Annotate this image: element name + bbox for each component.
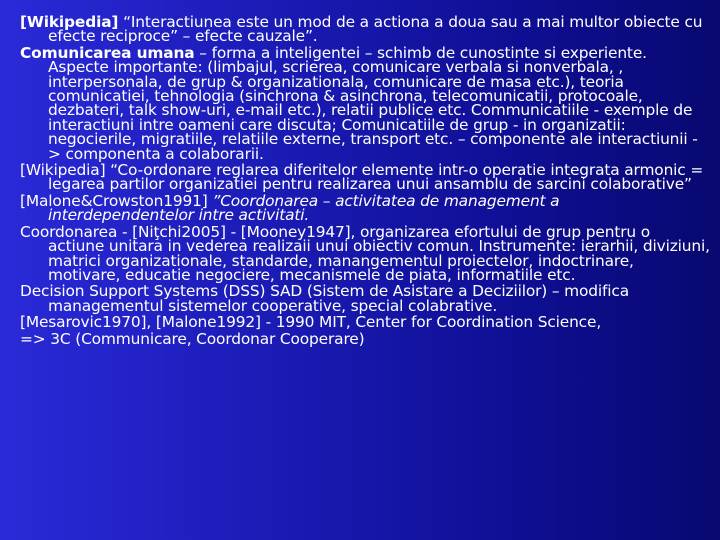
interaction-definition: “Interactiunea este un mod de a actiona a doua sau a mai multor obiecte cu efecte reciproce” – efecte cauzale”. [48, 13, 703, 46]
paragraph-malone-crowston [20, 191, 710, 225]
coordination-definition: ”Coordonarea – activitatea de management a interdependentelor intre activitati. [48, 191, 560, 225]
citation-malone-crowston: [Malone&Crowston1991] [20, 191, 213, 210]
paragraph-wikipedia-coordination: [Wikipedia] “Co-ordonare reglarea diferitelor elemente intr-o operatie integrata armonic = legarea partilor organizatiei pentru realizarea unui ansamblu de sarcini colaborative” [20, 161, 704, 194]
paragraph-3c: => 3C (Communicare, Coordonar Cooperare) [20, 329, 365, 348]
paragraph-human-communication [20, 43, 710, 163]
paragraph-wikipedia-interaction [20, 15, 710, 44]
paragraph-dss: Decision Support Systems (DSS) SAD (Sistem de Asistare a Deciziilor) – modifica managementul sistemelor cooperative, special colabrative. [20, 282, 630, 315]
term-human-communication: Comunicarea umana [20, 43, 195, 62]
paragraph-references: [Mesarovic1970], [Malone1992] - 1990 MIT, Center for Coordination Science, [20, 313, 602, 332]
citation-wikipedia: [Wikipedia] [20, 13, 119, 31]
slide-content [20, 15, 710, 348]
communication-description: – forma a inteligentei – schimb de cunostinte si experiente. Aspecte importante: (limbajul, scrierea, comunicare verbala si nonverbala, , interpersonala, de grup & organizationala, comunicare de masa etc.), teoria comunicatiei, tehnologia (sinchrona & asinchrona, telecomunicatii, protocoale, dezbateri, talk show-uri, e-mail etc.), relatii publice etc. Communicatiile - exemple de interactiuni intre oameni care discuta; Comunicatiile de grup - in organizatii: negocierile, migratiile, relatiile externe, transport etc. – componente ale interactiunii -> componenta a colaborarii. [48, 43, 698, 163]
paragraph-coordination-instruments: Coordonarea - [Niţchi2005] - [Mooney1947], organizarea efortului de grup pentru o actiune unitara in vederea realizaii unui obiectiv comun. Instrumente: ierarhii, diviziuni, matrici organizationale, standarde, manangementul proiectelor, indoctrinare, motivare, educatie negociere, mecanismele de piata, informatiile etc. [20, 222, 710, 284]
